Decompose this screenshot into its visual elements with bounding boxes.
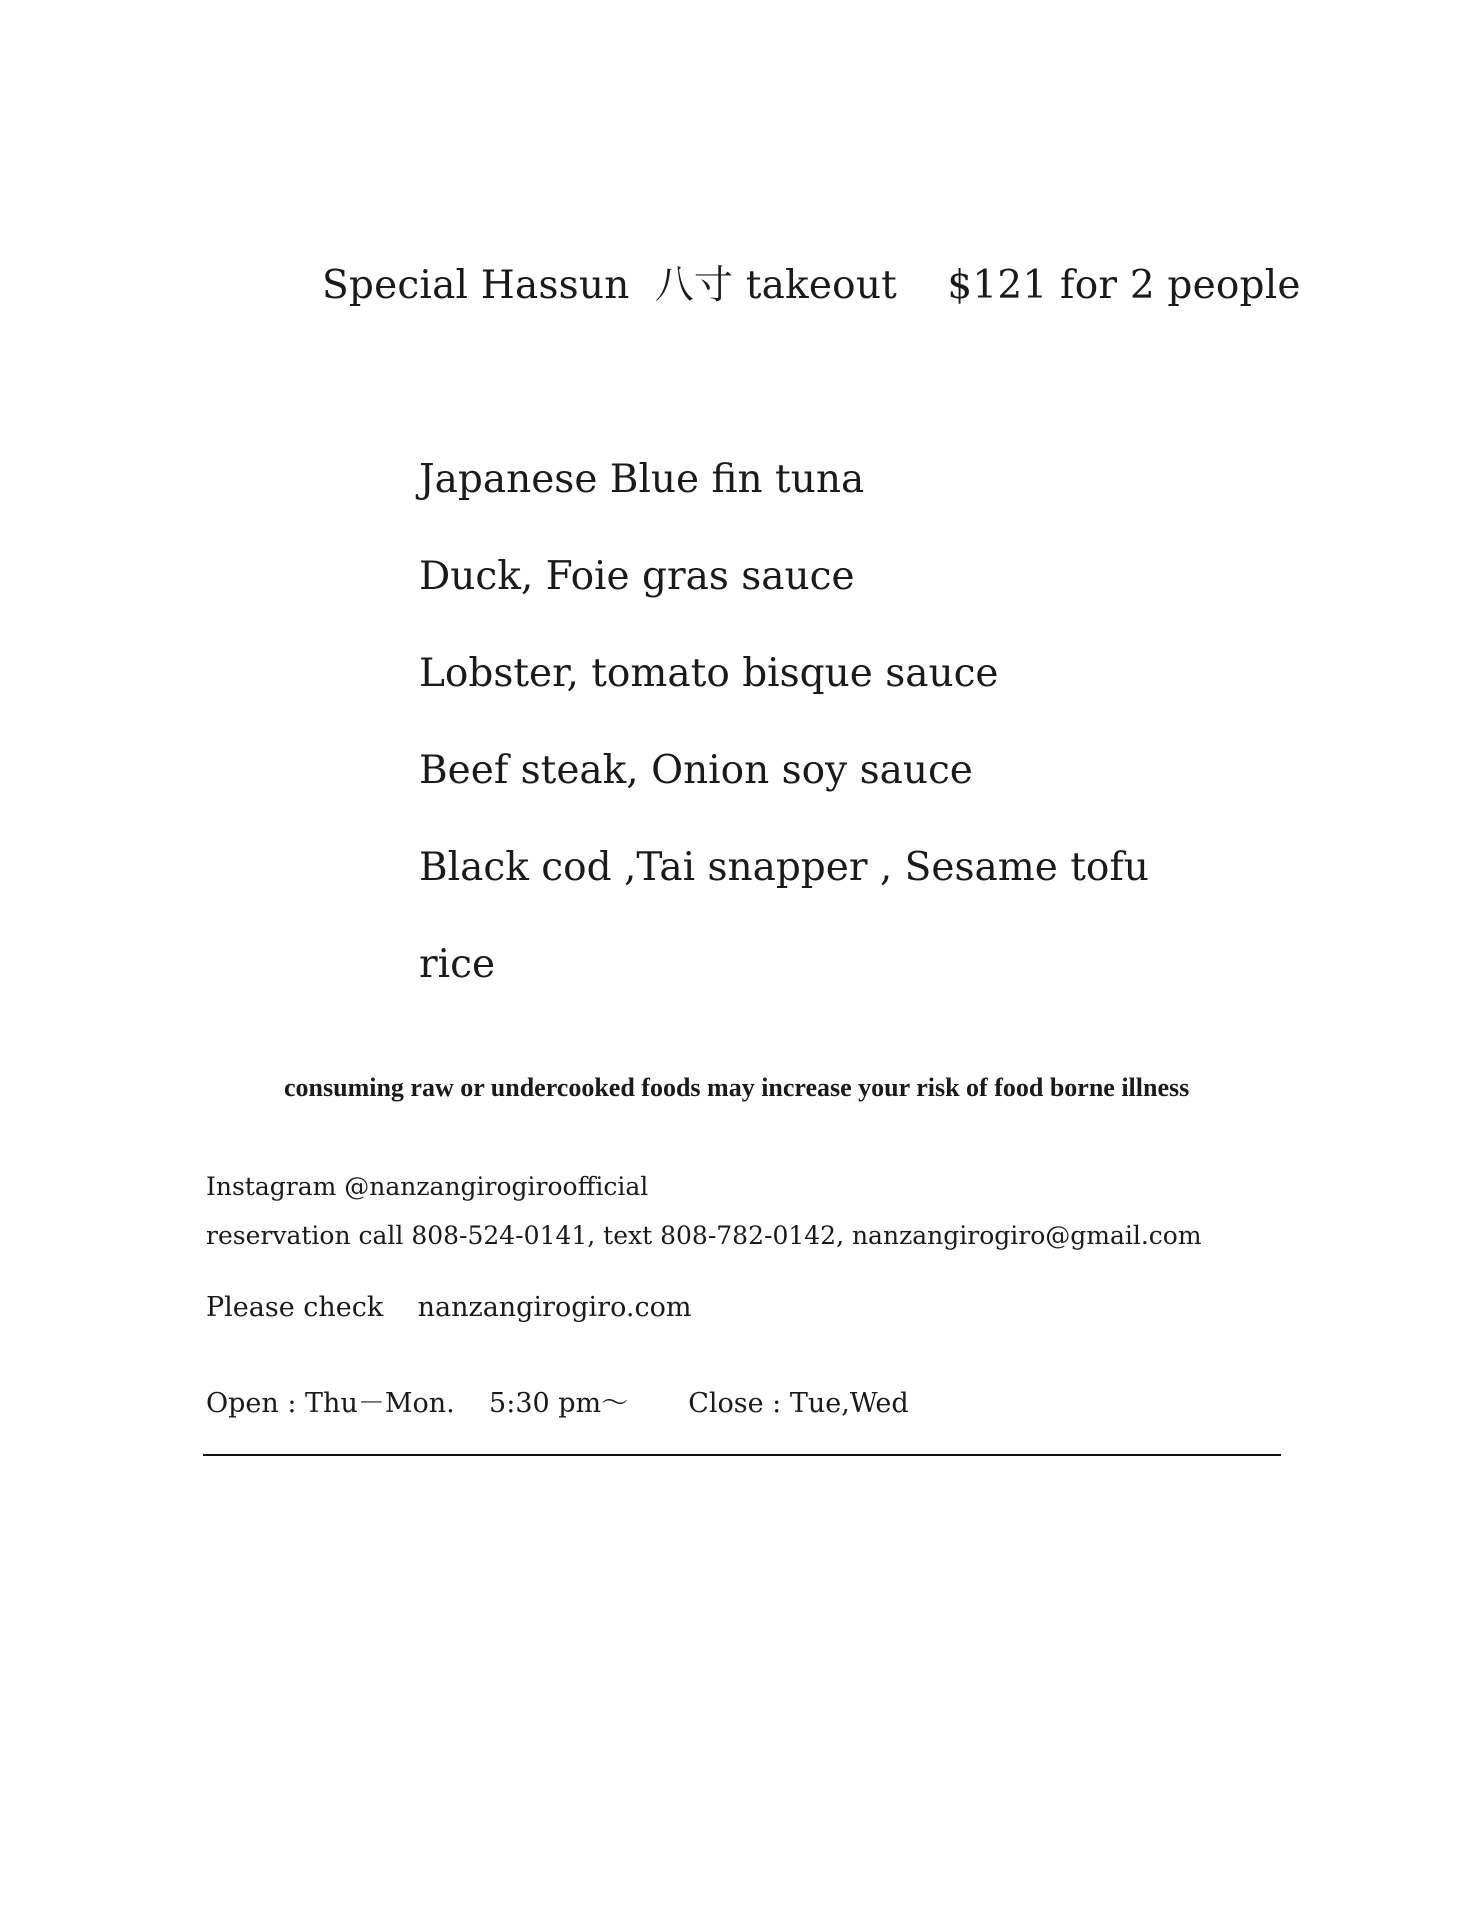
website-note: Please check nanzangirogiro.com [206,1292,692,1323]
dish-item: Japanese Blue fin tuna [419,457,865,502]
food-safety-warning: consuming raw or undercooked foods may increase your risk of food borne illness [284,1073,1190,1102]
reservation-info: reservation call 808-524-0141, text 808-782-0142, nanzangirogiro@gmail.com [206,1221,1202,1250]
menu-title: Special Hassun 八寸 takeout $121 for 2 people [322,263,1301,308]
dish-item: Black cod ,Tai snapper , Sesame tofu [419,845,1149,890]
dish-item: Lobster, tomato bisque sauce [419,651,999,696]
dish-item: Duck, Foie gras sauce [419,554,855,599]
dish-list [419,455,1149,1037]
instagram-handle: Instagram @nanzangirogiroofficial [206,1172,649,1201]
dish-item: Beef steak, Onion soy sauce [419,748,973,793]
dish-item: rice [419,942,496,987]
opening-hours: Open : Thu－Mon. 5:30 pm～ Close : Tue,Wed [206,1388,909,1419]
horizontal-divider [203,1454,1281,1456]
